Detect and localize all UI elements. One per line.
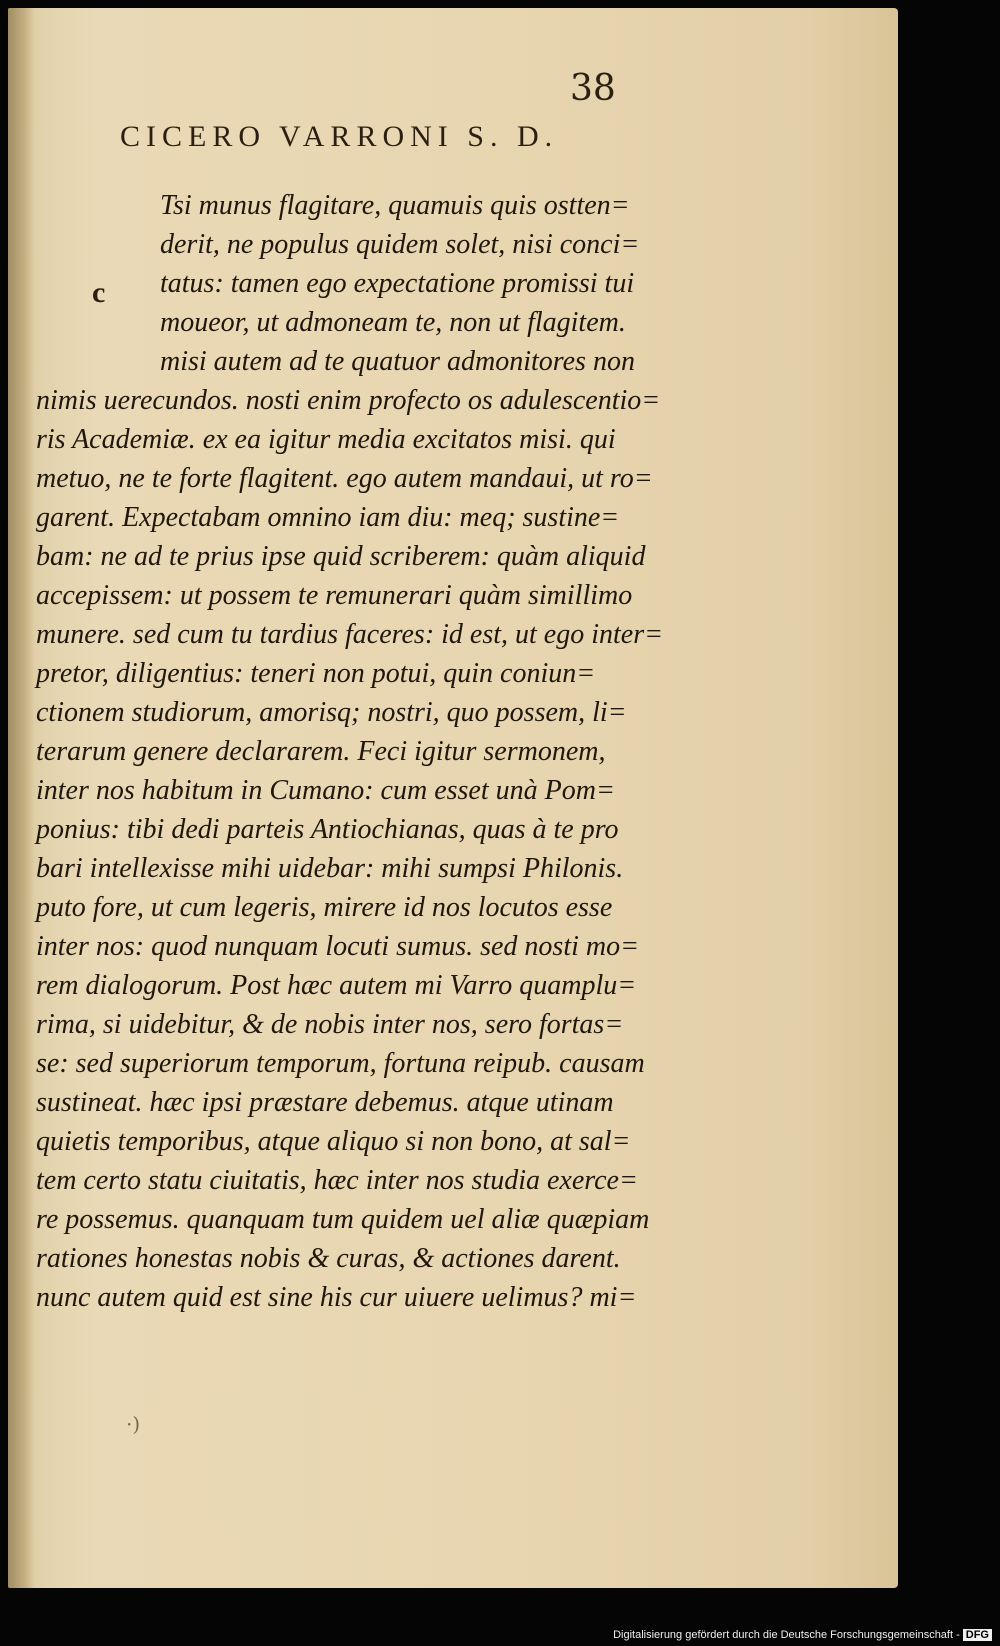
text-line: inter nos: quod nunquam locuti sumus. sed nosti mo= [36,931,639,962]
digitization-credit [613,1629,992,1641]
text-line: moueor, ut admoneam te, non ut flagitem. [160,307,626,338]
text-line: sustineat. hæc ipsi præstare debemus. atque utinam [36,1087,614,1118]
text-line: bam: ne ad te prius ipse quid scriberem: quàm aliquid [36,541,646,572]
letter-text [36,186,676,1317]
text-line: re possemus. quanquam tum quidem uel aliæ quæpiam [36,1204,650,1235]
text-line: munere. sed cum tu tardius faceres: id est, ut ego inter= [36,619,664,650]
text-line: pretor, diligentius: teneri non potui, quin coniun= [36,658,596,689]
dfg-logo: DFG [963,1629,992,1641]
text-line: ponius: tibi dedi parteis Antiochianas, quas à te pro [36,814,619,845]
text-line: terarum genere declararem. Feci igitur sermonem, [36,736,606,767]
text-line: nunc autem quid est sine his cur uiuere uelimus? mi= [36,1282,637,1313]
text-line: puto fore, ut cum legeris, mirere id nos locutos esse [36,892,613,923]
text-line: Tsi munus flagitare, quamuis quis ostten= [160,190,630,221]
credit-text: Digitalisierung gefördert durch die Deutsche Forschungsgemeinschaft - [613,1629,960,1641]
text-line: ctionem studiorum, amorisq; nostri, quo possem, li= [36,697,627,728]
text-line: metuo, ne te forte flagitent. ego autem mandaui, ut ro= [36,463,653,494]
text-line: derit, ne populus quidem solet, nisi conci= [160,229,640,260]
text-line: ris Academiæ. ex ea igitur media excitatos misi. qui [36,424,616,455]
text-line: tem certo statu ciuitatis, hæc inter nos studia exerce= [36,1165,638,1196]
text-line: bari intellexisse mihi uidebar: mihi sumpsi Philonis. [36,853,624,884]
running-head: CICERO VARRONI S. D. [120,120,559,153]
text-line: misi autem ad te quatuor admonitores non [160,346,635,377]
text-line: nimis uerecundos. nosti enim profecto os adulescentio= [36,385,661,416]
text-line: rima, si uidebitur, & de nobis inter nos, sero fortas= [36,1009,624,1040]
text-line: rem dialogorum. Post hæc autem mi Varro quamplu= [36,970,637,1001]
text-line: quietis temporibus, atque aliquo si non bono, at sal= [36,1126,631,1157]
text-line: se: sed superiorum temporum, fortuna reipub. causam [36,1048,645,1079]
book-page [8,8,898,1588]
corner-mark: ·) [126,1412,141,1436]
page-number: 38 [570,68,616,109]
text-line: garent. Expectabam omnino iam diu: meq; sustine= [36,502,620,533]
text-line: rationes honestas nobis & curas, & actiones darent. [36,1243,621,1274]
text-line: accepissem: ut possem te remunerari quàm simillimo [36,580,633,611]
margin-mark: c [92,276,106,309]
text-line: inter nos habitum in Cumano: cum esset unà Pom= [36,775,615,806]
text-line: tatus: tamen ego expectatione promissi tui [160,268,635,299]
